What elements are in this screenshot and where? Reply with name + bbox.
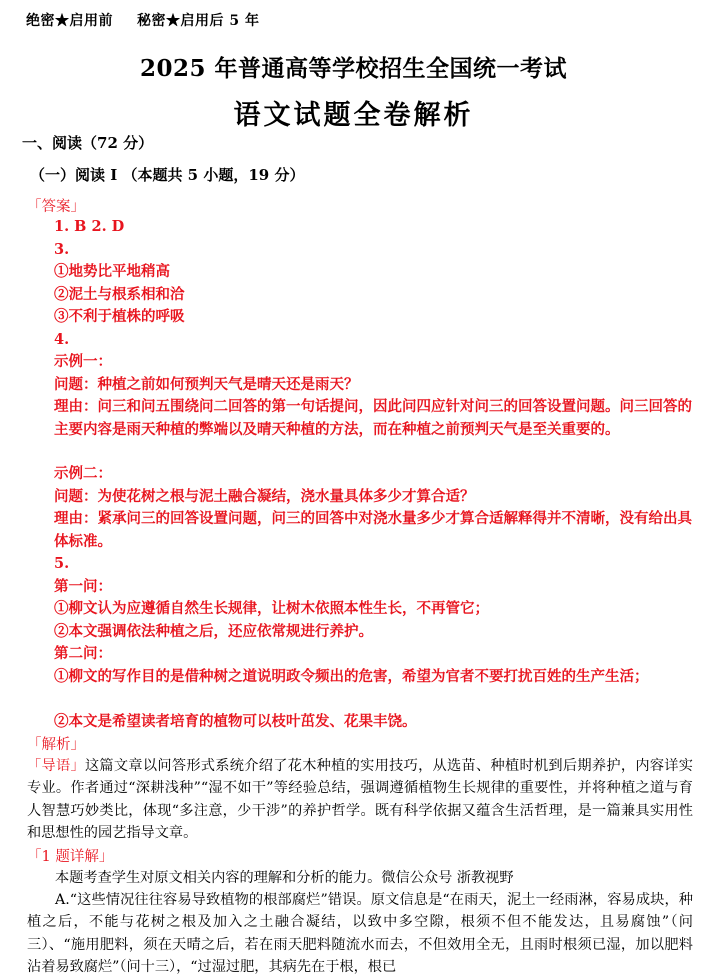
example1-reason: 理由：问三和问五围绕问二回答的第一句话提问，因此问四应针对问三的回答设置问题。问三回答的主要内容是雨天种植的弊端以及晴天种植的方法，而在种植之前预判天气是至关重要的。 [54, 398, 692, 438]
q5-first-ask-label: 第一问： [54, 578, 112, 595]
answer-q3-item: ①地势比平地稍高 [54, 263, 170, 280]
example2-label: 示例二： [54, 465, 112, 482]
q5-second-ask-item: ①柳文的写作目的是借种树之道说明政令频出的危害，希望为官者不要打扰百姓的生产生活； [54, 668, 649, 685]
q5-first-ask-item: ①柳文认为应遵循自然生长规律，让树木依照本性生长，不再管它； [54, 600, 489, 617]
answer-q3-item: ②泥土与根系相和洽 [54, 286, 185, 303]
intro-text: 这篇文章以问答形式系统介绍了花木种植的实用技巧，从选苗、种植时机到后期养护，内容详实专业。作者通过“深耕浅种”“湿不如干”等经验总结，强调遵循植物生长规律的重要性，并将种植之道与育人智慧巧妙类比，体现“多注意，少干涉”的养护哲学。既有科学依据又蕴含生活哲理，是一篇兼具实用性和思想性的园艺指导文章。 [27, 758, 693, 842]
answer-q3-number: 3. [54, 241, 70, 258]
subsection-heading: （一）阅读 I （本题共 5 小题，19 分） [30, 166, 305, 184]
confidential-before-label: 绝密★启用前 [26, 13, 113, 29]
q1-detail-intro: 本题考查学生对原文相关内容的理解和分析的能力。微信公众号 浙教视野 [55, 870, 514, 886]
answer-q3-item: ③不利于植株的呼吸 [54, 308, 185, 325]
example1-question: 问题：种植之前如何预判天气是晴天还是雨天？ [54, 376, 359, 393]
answer-tag: 「答案」 [27, 199, 85, 215]
q5-first-ask-item: ②本文强调依法种植之后，还应依常规进行养护。 [54, 623, 373, 640]
confidentiality-notice [26, 10, 260, 30]
example2-reason: 理由：紧承问三的回答设置问题，问三的回答中对浇水量多少才算合适解释得并不清晰，没有给出具体标准。 [54, 510, 692, 550]
analysis-tag: 「解析」 [27, 737, 85, 753]
answer-q4-number: 4. [54, 331, 70, 348]
exam-title: 2025 年普通高等学校招生全国统一考试 [139, 55, 568, 82]
q5-second-ask-item: ②本文是希望读者培育的植物可以枝叶茁发、花果丰饶。 [54, 713, 417, 730]
confidential-after-label: 秘密★启用后 5 年 [137, 13, 260, 29]
answer-q1-q2: 1. B 2. D [54, 218, 125, 235]
intro-paragraph [27, 755, 693, 845]
q1-detail-tag: 「1 题详解」 [27, 849, 114, 865]
document-title: 语文试题全卷解析 [233, 100, 474, 131]
example1-label: 示例一： [54, 353, 112, 370]
section-heading: 一、阅读（72 分） [22, 134, 154, 152]
answer-q5-number: 5. [54, 555, 70, 572]
q1-detail-paragraph: A.“这些情况往往容易导致植物的根部腐烂”错误。原文信息是“在雨天，泥土一经雨淋，容易成块，种植之后，不能与花树之根及加入之土融合凝结，以致中多空隙，根须不但不能发达，且易腐蚀”（问三）、“施用肥料，须在天晴之后，若在雨天肥料随流水而去，不但效用全无，且雨时根须已湿，加以肥料沾着易致腐烂”（问十三），“过湿过肥，其病先在于根，根已 [27, 892, 693, 976]
q5-second-ask-label: 第二问： [54, 645, 112, 662]
intro-lead-tag: 「导语」 [27, 758, 85, 774]
example2-question: 问题：为使花树之根与泥土融合凝结，浇水量具体多少才算合适？ [54, 488, 475, 505]
